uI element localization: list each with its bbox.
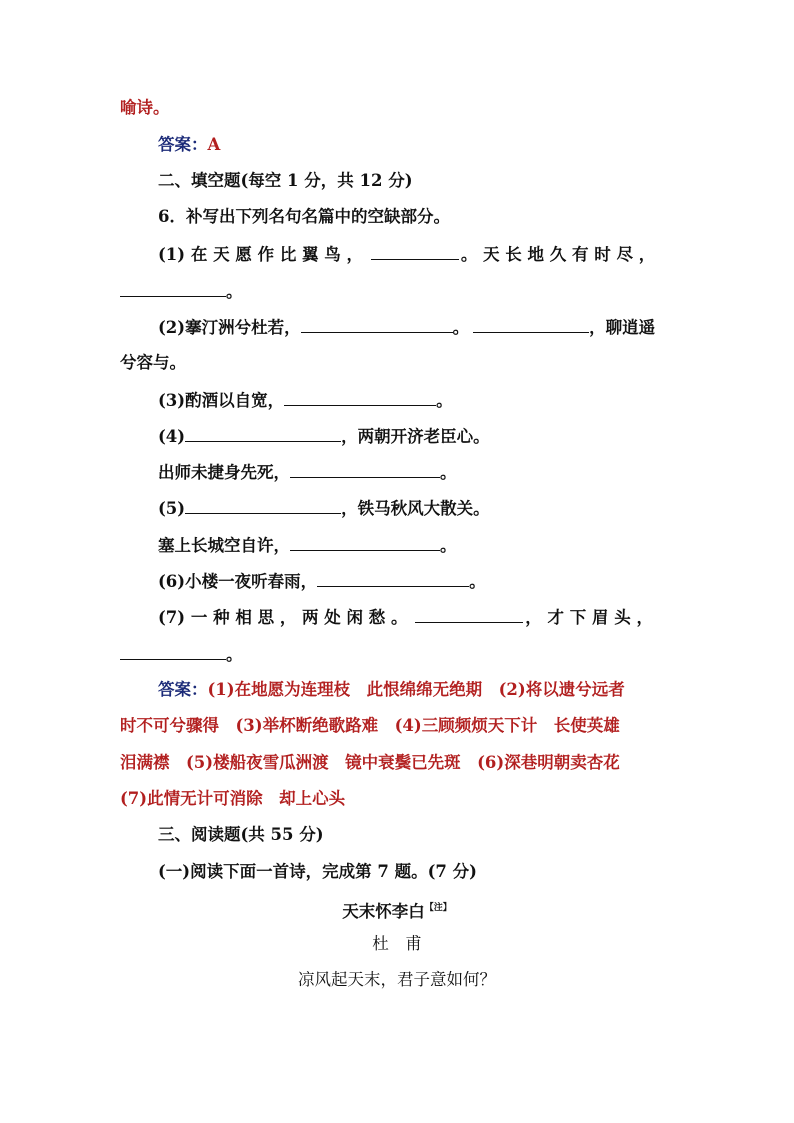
blank-line: [120, 642, 226, 660]
q6-item-3: [158, 388, 453, 413]
blank-line: [120, 279, 226, 297]
q6-6-text: (6)小楼一夜听春雨，: [158, 572, 318, 591]
q6-item-4: [158, 424, 490, 449]
question-6-stem: 6．补写出下列名句名篇中的空缺部分。: [158, 207, 450, 226]
q6-5-number: (5): [158, 499, 186, 518]
q6-2-text-a: (2)搴汀洲兮杜若，: [158, 318, 301, 337]
q6-item-7: [158, 605, 653, 630]
q6-1-text-a: (1) 在 天 愿 作 比 翼 鸟 ，: [158, 245, 364, 264]
q6-item-5-b: [158, 533, 457, 558]
poem-title: [0, 896, 794, 924]
blank-line: [473, 315, 589, 333]
blank-line: [301, 315, 453, 333]
section-heading-fill-blank: 二、填空题(每空 1 分，共 12 分): [158, 171, 413, 190]
blank-line: [371, 242, 459, 260]
answer-label: 答案：: [158, 135, 208, 154]
period: 。: [440, 463, 457, 482]
q6-4-text-a: ，两朝开济老臣心。: [341, 427, 490, 446]
answer-block-line-2: 时不可兮骤得 (3)举杯断绝歌路难 (4)三顾频烦天下计 长使英雄: [120, 716, 620, 735]
q6-item-1-cont: [120, 279, 243, 304]
answer-block-line-1: [158, 678, 625, 702]
q6-3-text: (3)酌酒以自宽，: [158, 391, 285, 410]
q6-item-6: [158, 569, 486, 594]
period: 。: [440, 536, 457, 555]
q6-item-5: [158, 496, 490, 521]
period: 。: [226, 645, 243, 664]
blank-line: [290, 533, 440, 551]
q6-1-text-b: 。 天 长 地 久 有 时 尽 ，: [460, 245, 656, 264]
period: 。: [436, 391, 453, 410]
blank-line: [185, 424, 341, 442]
period: 。: [226, 282, 243, 301]
answer-block-line-4: (7)此情无计可消除 却上心头: [120, 789, 346, 808]
previous-text-tail: 喻诗。: [120, 98, 170, 117]
q6-5-text-b: 塞上长城空自许，: [158, 536, 290, 555]
answer-label: 答案：: [158, 680, 208, 699]
q6-item-2: [158, 315, 655, 340]
blank-line: [415, 605, 523, 623]
period: 。: [452, 318, 470, 337]
section-heading-reading: 三、阅读题(共 55 分): [158, 825, 324, 844]
blank-line: [185, 496, 341, 514]
answer-line-1: [158, 133, 220, 157]
poem-note-marker: 【注】: [424, 903, 452, 913]
answer-block-line-3: 泪满襟 (5)楼船夜雪瓜洲渡 镜中衰鬓已先斑 (6)深巷明朝卖杏花: [120, 753, 620, 772]
poem-title-text: 天末怀李白: [342, 902, 425, 921]
q6-item-4-b: [158, 460, 457, 485]
q6-4-number: (4): [158, 427, 186, 446]
q6-item-2-cont: 兮容与。: [120, 353, 186, 372]
q6-7-text-a: (7) 一 种 相 思 ， 两 处 闲 愁 。: [158, 608, 408, 627]
blank-line: [284, 388, 436, 406]
reading-part-1-instruction: (一)阅读下面一首诗，完成第 7 题。(7 分): [158, 862, 477, 881]
poem-author: 杜 甫: [372, 934, 422, 953]
period: 。: [469, 572, 486, 591]
q6-2-text-b: ，聊逍遥: [589, 318, 656, 337]
answer-text-1: (1)在地愿为连理枝 此恨绵绵无绝期 (2)将以遗兮远者: [207, 680, 625, 699]
q6-7-text-b: ， 才 下 眉 头 ，: [525, 608, 654, 627]
answer-value: A: [207, 135, 221, 154]
blank-line: [317, 569, 469, 587]
poem-line-1: 凉风起天末，君子意如何？: [298, 970, 496, 989]
q6-item-1: [158, 242, 655, 267]
q6-item-7-cont: [120, 642, 243, 667]
q6-4-text-b: 出师未捷身先死，: [158, 463, 290, 482]
q6-5-text-a: ，铁马秋风大散关。: [341, 499, 490, 518]
blank-line: [290, 460, 440, 478]
